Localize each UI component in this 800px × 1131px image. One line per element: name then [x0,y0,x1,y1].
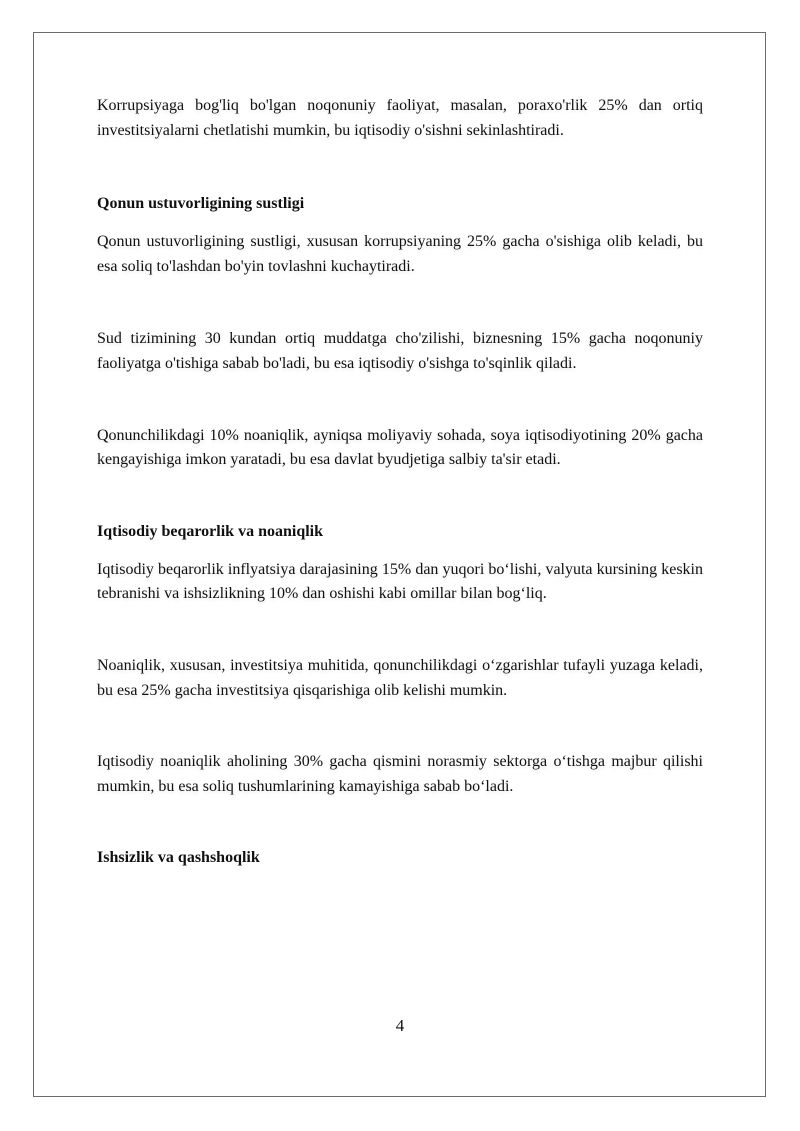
heading-unemployment-poverty: Ishsizlik va qashshoqlik [97,849,260,867]
page-number: 4 [395,1016,405,1035]
heading-rule-of-law: Qonun ustuvorligining sustligi [97,195,305,213]
paragraph-corruption-investment: Korrupsiyaga bog'liq bo'lgan noqonuniy faoliyat, masalan, poraxo'rlik 25% dan ortiq investitsiyalarni chetlatishi mumkin, bu iqtisodiy o'sishni sekinlashtiradi. [97,97,703,139]
paragraph-rule-of-law-weakness: Qonun ustuvorligining sustligi, xususan korrupsiyaning 25% gacha o'sishiga olib keladi, bu esa soliq to'lashdan bo'yin tovlashni kuchaytiradi. [97,233,703,275]
document-body [97,94,703,870]
paragraph-court-delays: Sud tizimining 30 kundan ortiq muddatga cho'zilishi, biznesning 15% gacha noqonuniy faoliyatga o'tishiga sabab bo'ladi, bu esa iqtisodiy o'sishga to'sqinlik qiladi. [97,330,703,372]
paragraph-investment-uncertainty: Noaniqlik, xususan, investitsiya muhitida, qonunchilikdagi o‘zgarishlar tufayli yuzaga keladi, bu esa 25% gacha investitsiya qisqarishiga olib kelishi mumkin. [97,656,703,699]
paragraph-informal-sector: Iqtisodiy noaniqlik aholining 30% gacha qismini norasmiy sektorga o‘tishga majbur qilishi mumkin, bu esa soliq tushumlarining kamayishiga sabab bo‘ladi. [97,753,703,795]
paragraph-legal-uncertainty: Qonunchilikdagi 10% noaniqlik, ayniqsa moliyaviy sohada, soya iqtisodiyotining 20% gacha kengayishiga imkon yaratadi, bu esa davlat byudjetiga salbiy ta'sir etadi. [97,426,703,469]
paragraph-economic-instability: Iqtisodiy beqarorlik inflyatsiya darajasining 15% dan yuqori bo‘lishi, valyuta kursining keskin tebranishi va ishsizlikning 10% dan oshishi kabi omillar bilan bog‘liq. [97,560,703,603]
heading-economic-instability: Iqtisodiy beqarorlik va noaniqlik [97,522,323,540]
